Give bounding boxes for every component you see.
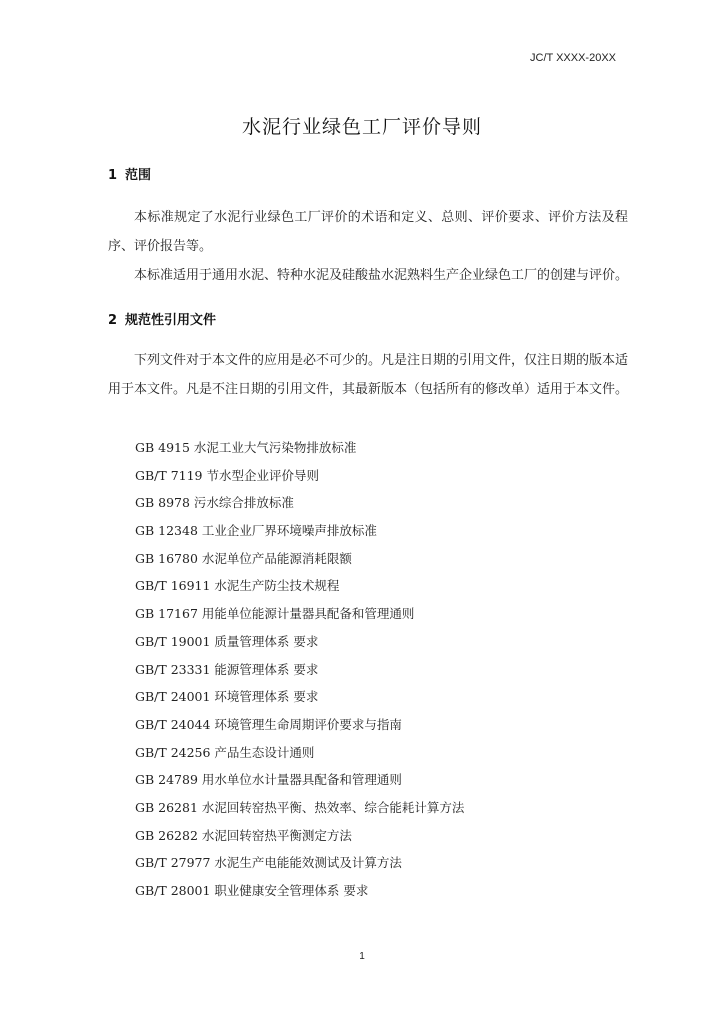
section-number: 2 bbox=[108, 313, 118, 328]
reference-item: GB 26282 水泥回转窑热平衡测定方法 bbox=[135, 827, 352, 843]
section-title: 范围 bbox=[125, 168, 152, 183]
reference-item: GB/T 24001 环境管理体系 要求 bbox=[135, 689, 319, 705]
reference-item: GB 24789 用水单位水计量器具配备和管理通则 bbox=[135, 772, 402, 788]
page-number: 1 bbox=[359, 951, 365, 962]
reference-item: GB/T 23331 能源管理体系 要求 bbox=[135, 661, 319, 677]
section-heading-normative-references bbox=[108, 309, 216, 328]
reference-item: GB 12348 工业企业厂界环境噪声排放标准 bbox=[135, 523, 377, 539]
reference-item: GB 26281 水泥回转窑热平衡、热效率、综合能耗计算方法 bbox=[135, 799, 465, 815]
reference-item: GB/T 27977 水泥生产电能能效测试及计算方法 bbox=[135, 855, 402, 871]
reference-item: GB/T 24256 产品生态设计通则 bbox=[135, 744, 315, 760]
reference-list bbox=[135, 434, 464, 905]
document-code: JC/T XXXX-20XX bbox=[530, 52, 616, 64]
section-number: 1 bbox=[108, 168, 118, 183]
reference-item: GB 8978 污水综合排放标准 bbox=[135, 495, 294, 511]
reference-item: GB 4915 水泥工业大气污染物排放标准 bbox=[135, 440, 357, 455]
document-title: 水泥行业绿色工厂评价导则 bbox=[241, 116, 482, 138]
references-intro-paragraph: 下列文件对于本文件的应用是必不可少的。凡是注日期的引用文件，仅注日期的版本适用于本文件。凡是不注日期的引用文件，其最新版本（包括所有的修改单）适用于本文件。 bbox=[108, 353, 629, 397]
reference-item: GB 17167 用能单位能源计量器具配备和管理通则 bbox=[135, 606, 415, 622]
reference-item: GB/T 7119 节水型企业评价导则 bbox=[135, 467, 319, 483]
section-heading-scope bbox=[108, 164, 151, 183]
reference-item: GB/T 19001 质量管理体系 要求 bbox=[135, 633, 319, 649]
reference-item: GB/T 28001 职业健康安全管理体系 要求 bbox=[135, 883, 369, 898]
scope-paragraph-2: 本标准适用于通用水泥、特种水泥及硅酸盐水泥熟料生产企业绿色工厂的创建与评价。 bbox=[134, 268, 629, 283]
section-title: 规范性引用文件 bbox=[125, 313, 217, 328]
reference-item: GB/T 24044 环境管理生命周期评价要求与指南 bbox=[135, 716, 402, 732]
reference-item: GB/T 16911 水泥生产防尘技术规程 bbox=[135, 578, 340, 594]
scope-paragraph-1: 本标准规定了水泥行业绿色工厂评价的术语和定义、总则、评价要求、评价方法及程序、评价报告等。 bbox=[108, 210, 628, 254]
reference-item: GB 16780 水泥单位产品能源消耗限额 bbox=[135, 550, 352, 566]
